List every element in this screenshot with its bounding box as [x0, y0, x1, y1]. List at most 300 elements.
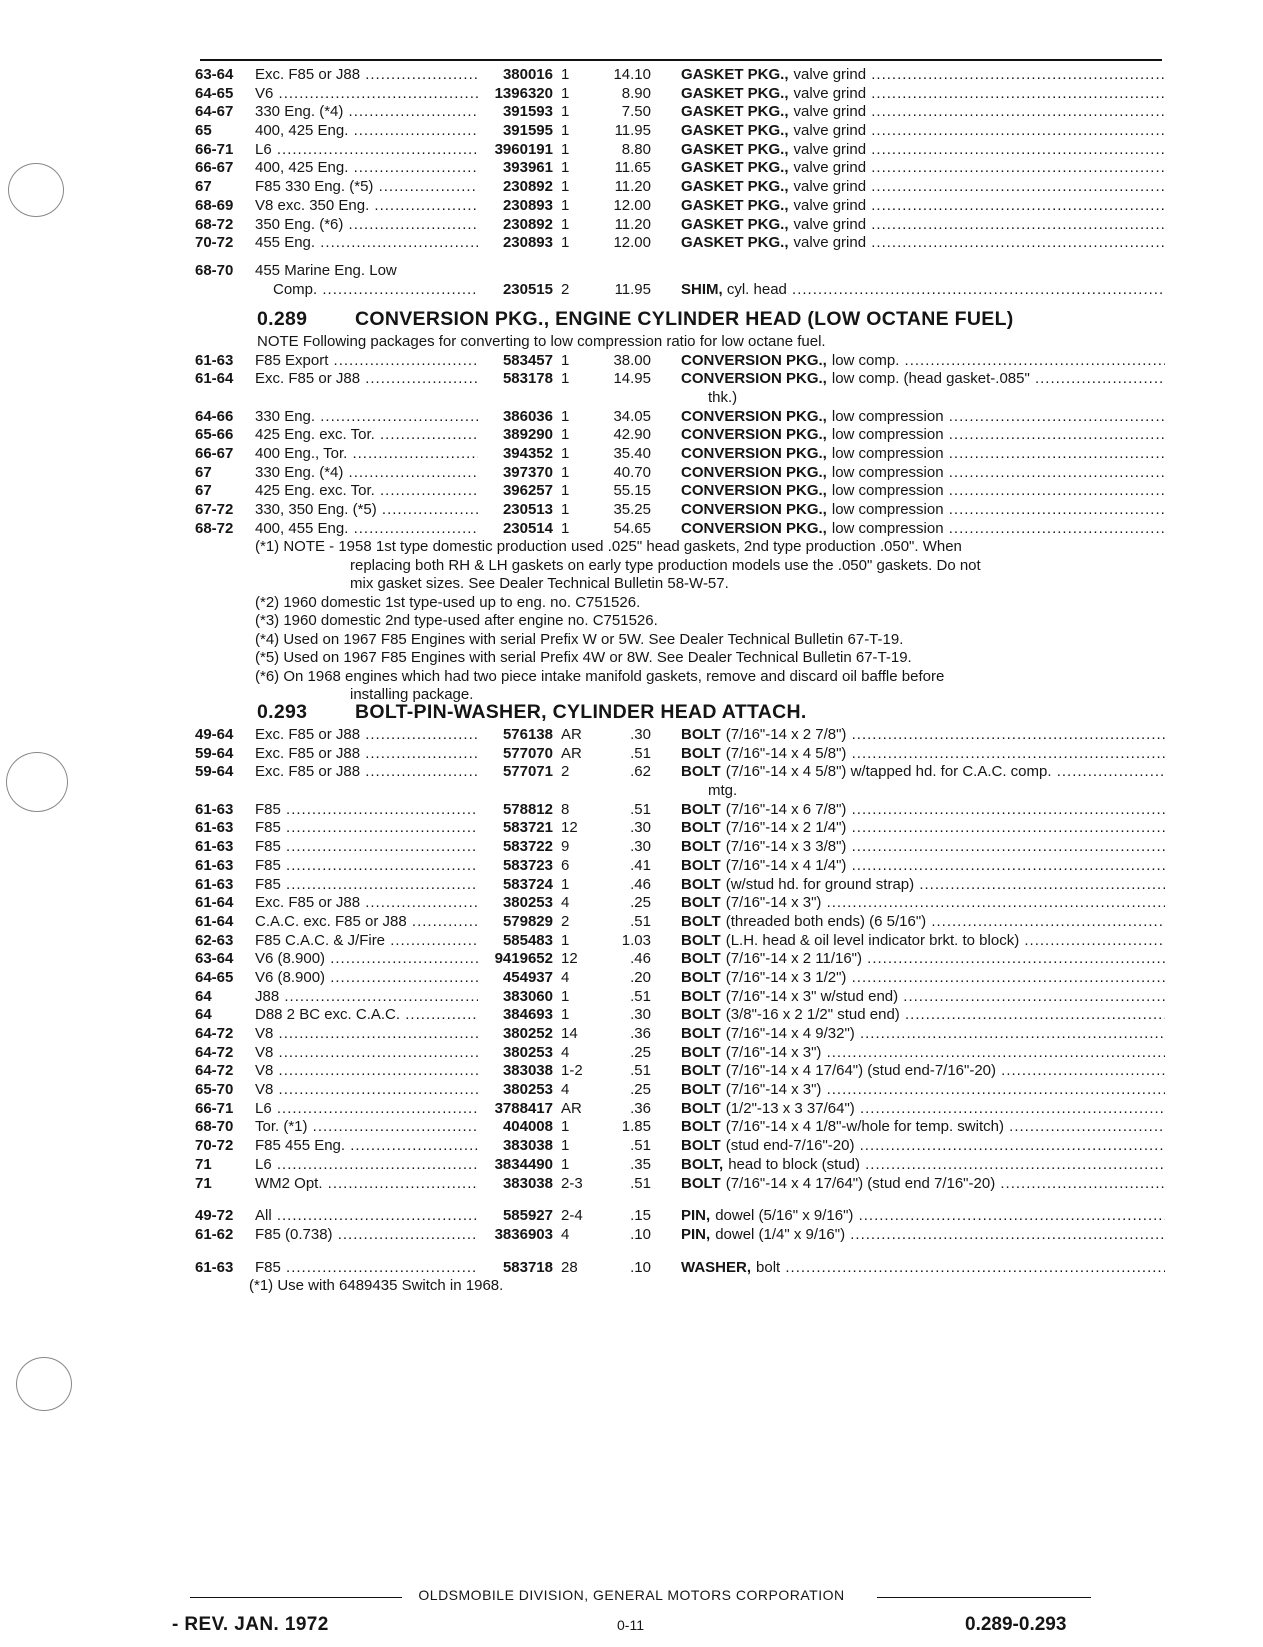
part-number-cell: 391595 [502, 122, 553, 140]
description-cell: CONVERSION PKG., low compression ..... [681, 464, 1165, 483]
quantity-cell: 1 [561, 234, 570, 252]
table-row [195, 763, 1165, 782]
price-cell: 1.03 [621, 931, 651, 949]
year-cell: 64-65 [195, 84, 234, 102]
table-row [195, 159, 1165, 178]
part-number-cell: 380253 [502, 894, 553, 912]
table-row [195, 726, 1165, 745]
quantity-cell: 4 [561, 894, 570, 912]
description-cell: CONVERSION PKG., low compression ..... [681, 408, 1165, 427]
part-number-cell: 1396320 [494, 84, 553, 102]
description-cell: BOLT (7/16"-14 x 2 1/4") ..... [681, 819, 1165, 838]
description-cell: BOLT (L.H. head & oil level indicator brkt. to block) ..... [681, 932, 1165, 951]
year-cell: 68-70 [195, 1118, 234, 1136]
price-cell: .25 [630, 894, 651, 912]
table-row [195, 66, 1165, 85]
quantity-cell: AR [561, 726, 582, 743]
bolt-table [195, 726, 1165, 1193]
application-cell: 350 Eng. (*6) ..... [255, 216, 478, 235]
year-cell: 64-72 [195, 1062, 234, 1080]
revision-date: - REV. JAN. 1972 [172, 1614, 329, 1635]
part-number-cell: 230893 [502, 196, 553, 214]
price-cell: .20 [630, 968, 651, 986]
year-cell: 70-72 [195, 1137, 234, 1155]
part-number-cell: 383038 [502, 1062, 553, 1080]
table-row [195, 894, 1165, 913]
part-number-cell: 386036 [502, 407, 553, 425]
part-number-cell: 3960191 [494, 140, 553, 158]
description-cell: BOLT (7/16"-14 x 4 17/64") (stud end-7/16"-20) ..... [681, 1062, 1165, 1081]
description-cell: BOLT (7/16"-14 x 6 7/8") ..... [681, 801, 1165, 820]
year-cell: 64-72 [195, 1043, 234, 1061]
price-cell: 14.10 [613, 66, 651, 83]
table-row [195, 1100, 1165, 1119]
page-number: 0-11 [617, 1617, 644, 1633]
price-cell: .46 [630, 875, 651, 893]
price-cell: 11.20 [614, 215, 651, 233]
part-number-cell: 391593 [502, 103, 553, 121]
part-number-cell: 454937 [502, 968, 553, 986]
year-cell: 66-71 [195, 140, 234, 158]
table-row [195, 426, 1165, 445]
description-cell: GASKET PKG., valve grind ..... [681, 66, 1165, 85]
year-cell: 61-63 [195, 800, 234, 818]
footnote: (*1) Use with 6489435 Switch in 1968. [249, 1277, 504, 1295]
price-cell: .30 [630, 838, 651, 856]
year-cell: 62-63 [195, 931, 234, 949]
application-cell: 400 Eng., Tor. ..... [255, 445, 478, 464]
price-cell: 12.00 [613, 234, 651, 252]
year-cell: 64-67 [195, 103, 234, 121]
application-cell: Exc. F85 or J88 ..... [255, 726, 478, 745]
price-cell: 8.80 [621, 140, 651, 158]
application-cell: F85 330 Eng. (*5) ..... [255, 178, 478, 197]
price-cell: 11.65 [614, 159, 651, 177]
section-heading: 0.289 CONVERSION PKG., ENGINE CYLINDER HEAD (LOW OCTANE FUEL) [257, 308, 1014, 330]
table-row [195, 464, 1165, 483]
application-cell: 330, 350 Eng. (*5) ..... [255, 501, 478, 520]
table-row [195, 988, 1165, 1007]
application-cell: 455 Eng. ..... [255, 234, 478, 253]
year-cell: 61-64 [195, 370, 234, 388]
year-cell: 68-69 [195, 196, 234, 214]
description-continuation: mtg. [708, 782, 738, 800]
quantity-cell: 1 [561, 66, 570, 83]
application-cell: Exc. F85 or J88 ..... [255, 763, 478, 782]
application-cell: F85 ..... [255, 838, 478, 857]
section-range: 0.289-0.293 [965, 1614, 1067, 1635]
quantity-cell: 6 [561, 856, 570, 874]
quantity-cell: 2 [561, 763, 570, 781]
application-cell: F85 ..... [255, 1259, 478, 1278]
description-cell: BOLT (7/16"-14 x 2 7/8") ..... [681, 726, 1165, 745]
part-number-cell: 393961 [502, 159, 553, 177]
quantity-cell: 1 [561, 84, 570, 102]
quantity-cell: 1 [561, 426, 570, 444]
application-cell: F85 455 Eng. ..... [255, 1137, 478, 1156]
quantity-cell: 1 [561, 407, 570, 425]
description-cell: GASKET PKG., valve grind ..... [681, 234, 1165, 253]
footnote: (*5) Used on 1967 F85 Engines with serial Prefix 4W or 8W. See Dealer Technical Bulletin 67-T-19. [255, 649, 912, 667]
part-number-cell: 583721 [502, 819, 553, 837]
table-row [195, 1156, 1165, 1175]
table-row [195, 913, 1165, 932]
application-cell: Exc. F85 or J88 ..... [255, 745, 478, 764]
quantity-cell: 12 [561, 950, 578, 968]
year-cell: 65-66 [195, 426, 234, 444]
conversion-section [195, 305, 1165, 705]
description-cell: GASKET PKG., valve grind ..... [681, 122, 1165, 141]
description-cell: GASKET PKG., valve grind ..... [681, 216, 1165, 235]
price-cell: 38.00 [613, 351, 651, 369]
price-cell: .41 [630, 856, 651, 874]
table-row [195, 1081, 1165, 1100]
description-cell: BOLT (threaded both ends) (6 5/16") ..... [681, 913, 1165, 932]
part-number-cell: 396257 [502, 482, 553, 500]
table-row [195, 141, 1165, 160]
footnote: (*1) NOTE - 1958 1st type domestic production used .025" head gaskets, 2nd type production .050". When replacing both RH & LH gaskets on early type production models use the .050" gaskets. Do not mix gasket sizes. See Dealer Technical Bulletin 58-W-57. [255, 538, 981, 593]
table-row [195, 178, 1165, 197]
table-row [195, 1025, 1165, 1044]
price-cell: .25 [630, 1043, 651, 1061]
year-cell: 68-72 [195, 215, 234, 233]
part-number-cell: 380016 [502, 66, 553, 83]
application-cell: V6 (8.900) ..... [255, 969, 478, 988]
part-number-cell: 389290 [502, 426, 553, 444]
part-number-cell: 383060 [502, 987, 553, 1005]
part-number-cell: 585927 [502, 1207, 553, 1225]
application-cell: Exc. F85 or J88 ..... [255, 66, 478, 85]
application-cell: F85 C.A.C. & J/Fire ..... [255, 932, 478, 951]
price-cell: .30 [630, 1006, 651, 1024]
table-row [195, 1044, 1165, 1063]
year-cell: 67 [195, 463, 212, 481]
table-row [195, 370, 1165, 389]
price-cell: .51 [630, 1174, 651, 1192]
gasket-section [195, 66, 1165, 253]
part-number-cell: 384693 [502, 1006, 553, 1024]
quantity-cell: 9 [561, 838, 570, 856]
table-row [195, 103, 1165, 122]
washer-table [195, 1259, 1165, 1278]
table-row [195, 1207, 1165, 1226]
table-row [195, 745, 1165, 764]
description-cell: BOLT (7/16"-14 x 4 9/32") ..... [681, 1025, 1165, 1044]
application-cell: 330 Eng. (*4) ..... [255, 103, 478, 122]
table-row [195, 1006, 1165, 1025]
part-number-cell: 397370 [502, 463, 553, 481]
quantity-cell: 1 [561, 159, 570, 177]
year-cell: 61-63 [195, 351, 234, 369]
price-cell: .10 [630, 1258, 651, 1276]
description-cell: WASHER, bolt ..... [681, 1259, 1165, 1278]
description-cell: GASKET PKG., valve grind ..... [681, 159, 1165, 178]
price-cell: 40.70 [613, 463, 651, 481]
year-cell: 61-64 [195, 912, 234, 930]
description-cell: BOLT (3/8"-16 x 2 1/2" stud end) ..... [681, 1006, 1165, 1025]
price-cell: .36 [630, 1025, 651, 1042]
application-cell: V8 ..... [255, 1062, 478, 1081]
table-row [195, 445, 1165, 464]
table-row [195, 1137, 1165, 1156]
table-row [195, 122, 1165, 141]
part-number-cell: 583722 [502, 838, 553, 856]
table-row [195, 501, 1165, 520]
description-cell: CONVERSION PKG., low compression ..... [681, 482, 1165, 501]
quantity-cell: 2 [561, 280, 570, 298]
year-cell: 59-64 [195, 763, 234, 781]
description-cell: CONVERSION PKG., low compression ..... [681, 445, 1165, 464]
application-cell: F85 ..... [255, 819, 478, 838]
application-cell: V6 ..... [255, 85, 478, 104]
conversion-table [195, 352, 1165, 539]
price-cell: 42.90 [613, 426, 651, 444]
table-row [195, 197, 1165, 216]
price-cell: .51 [630, 987, 651, 1005]
part-number-cell: 583724 [502, 875, 553, 893]
application-cell: 400, 455 Eng. ..... [255, 520, 478, 539]
application-cell: Exc. F85 or J88 ..... [255, 894, 478, 913]
price-cell: .15 [630, 1207, 651, 1225]
year-cell: 63-64 [195, 950, 234, 968]
application-cell: WM2 Opt. ..... [255, 1175, 478, 1194]
price-cell: 55.15 [613, 482, 651, 500]
year-cell: 65-70 [195, 1081, 234, 1099]
application-cell: F85 ..... [255, 876, 478, 895]
application-cell: 400, 425 Eng. ..... [255, 159, 478, 178]
part-number-cell: 583178 [502, 370, 553, 388]
footnote: (*6) On 1968 engines which had two piece intake manifold gaskets, remove and discard oil baffle before installing package. [255, 667, 945, 704]
quantity-cell: AR [561, 744, 582, 762]
description-cell: CONVERSION PKG., low compression ..... [681, 426, 1165, 445]
quantity-cell: 1 [561, 444, 570, 462]
part-number-cell: 394352 [502, 444, 553, 462]
year-cell: 68-72 [195, 519, 234, 537]
price-cell: 34.05 [613, 407, 651, 425]
footnote: (*3) 1960 domestic 2nd type-used after engine no. C751526. [255, 612, 658, 630]
quantity-cell: 1 [561, 351, 570, 369]
description-cell: CONVERSION PKG., low compression ..... [681, 520, 1165, 539]
application-cell: All ..... [255, 1207, 478, 1226]
quantity-cell: 2 [561, 912, 570, 930]
description-cell: GASKET PKG., valve grind ..... [681, 197, 1165, 216]
section-heading: 0.293 BOLT-PIN-WASHER, CYLINDER HEAD ATTACH. [257, 701, 807, 723]
quantity-cell: 1 [561, 1155, 570, 1173]
quantity-cell: AR [561, 1099, 582, 1117]
description-cell: SHIM, cyl. head ..... [681, 281, 1165, 300]
description-cell: CONVERSION PKG., low comp. ..... [681, 352, 1165, 371]
part-number-cell: 577071 [502, 763, 553, 781]
part-number-cell: 383038 [502, 1137, 553, 1155]
quantity-cell: 1 [561, 519, 570, 537]
year-cell: 63-64 [195, 66, 234, 83]
description-cell: BOLT (7/16"-14 x 3") ..... [681, 1081, 1165, 1100]
description-cell: GASKET PKG., valve grind ..... [681, 85, 1165, 104]
year-cell: 71 [195, 1174, 212, 1192]
description-cell: BOLT (7/16"-14 x 4 1/8"-w/hole for temp. switch) ..... [681, 1118, 1165, 1137]
binder-hole-3 [16, 1357, 72, 1411]
year-cell: 66-67 [195, 159, 234, 177]
shim-section [195, 262, 1165, 299]
bolt-section [195, 698, 1165, 1296]
table-row [195, 932, 1165, 951]
description-cell: BOLT (7/16"-14 x 3" w/stud end) ..... [681, 988, 1165, 1007]
price-cell: 1.85 [621, 1118, 651, 1136]
price-cell: 35.40 [613, 444, 651, 462]
description-cell: BOLT (stud end-7/16"-20) ..... [681, 1137, 1165, 1156]
quantity-cell: 1 [561, 931, 570, 949]
application-cell: V8 exc. 350 Eng. ..... [255, 197, 478, 216]
quantity-cell: 1 [561, 1006, 570, 1024]
part-number-cell: 3834490 [494, 1155, 553, 1173]
description-cell: BOLT (w/stud hd. for ground strap) ..... [681, 876, 1165, 895]
application-cell: 425 Eng. exc. Tor. ..... [255, 426, 478, 445]
quantity-cell: 1 [561, 370, 570, 388]
year-cell: 61-63 [195, 819, 234, 837]
table-row [195, 262, 1165, 281]
price-cell: .35 [630, 1155, 651, 1173]
description-cell: BOLT (7/16"-14 x 3") ..... [681, 1044, 1165, 1063]
footnote: (*2) 1960 domestic 1st type-used up to eng. no. C751526. [255, 593, 641, 611]
part-number-cell: 3788417 [494, 1099, 553, 1117]
quantity-cell: 1 [561, 196, 570, 214]
price-cell: .51 [630, 1062, 651, 1080]
application-cell: V8 ..... [255, 1044, 478, 1063]
quantity-cell: 14 [561, 1025, 578, 1042]
application-cell: 425 Eng. exc. Tor. ..... [255, 482, 478, 501]
table-row [195, 876, 1165, 895]
application-cell: F85 ..... [255, 857, 478, 876]
year-cell: 67-72 [195, 501, 234, 518]
price-cell: 35.25 [613, 501, 651, 518]
part-number-cell: 230893 [502, 234, 553, 252]
application-cell: Tor. (*1) ..... [255, 1118, 478, 1137]
table-row [195, 950, 1165, 969]
table-row [195, 857, 1165, 876]
application-cell: V8 ..... [255, 1025, 478, 1044]
description-cell: GASKET PKG., valve grind ..... [681, 141, 1165, 160]
quantity-cell: 1 [561, 501, 570, 518]
description-cell: BOLT (7/16"-14 x 4 1/4") ..... [681, 857, 1165, 876]
year-cell: 61-63 [195, 1258, 234, 1276]
price-cell: 14.95 [613, 370, 651, 388]
description-cell: BOLT (1/2"-13 x 3 37/64") ..... [681, 1100, 1165, 1119]
quantity-cell: 4 [561, 1225, 570, 1243]
description-cell: CONVERSION PKG., low compression ..... [681, 501, 1165, 520]
quantity-cell: 1 [561, 987, 570, 1005]
quantity-cell: 4 [561, 1043, 570, 1061]
part-number-cell: 230514 [502, 519, 553, 537]
table-row [195, 352, 1165, 371]
footer-organization: OLDSMOBILE DIVISION, GENERAL MOTORS CORPORATION [418, 1587, 845, 1603]
table-row [195, 281, 1165, 300]
description-cell: BOLT (7/16"-14 x 3 3/8") ..... [681, 838, 1165, 857]
description-cell: PIN, dowel (1/4" x 9/16") ..... [681, 1226, 1165, 1245]
table-row [195, 85, 1165, 104]
year-cell: 64-72 [195, 1025, 234, 1042]
description-cell: BOLT (7/16"-14 x 4 5/8") w/tapped hd. for C.A.C. comp. ..... [681, 763, 1165, 782]
description-cell: BOLT (7/16"-14 x 3") ..... [681, 894, 1165, 913]
application-cell: 455 Marine Eng. Low [255, 262, 397, 279]
table-row [195, 482, 1165, 501]
part-number-cell: 380253 [502, 1043, 553, 1061]
table-row [195, 1118, 1165, 1137]
description-cell: PIN, dowel (5/16" x 9/16") ..... [681, 1207, 1165, 1226]
price-cell: .51 [630, 800, 651, 818]
application-cell: F85 (0.738) ..... [255, 1226, 478, 1245]
footnote: (*4) Used on 1967 F85 Engines with serial Prefix W or 5W. See Dealer Technical Bulletin 67-T-19. [255, 630, 904, 648]
application-cell: 330 Eng. (*4) ..... [255, 464, 478, 483]
price-cell: 11.20 [614, 178, 651, 196]
quantity-cell: 28 [561, 1258, 578, 1276]
quantity-cell: 2-4 [561, 1207, 583, 1225]
year-cell: 49-72 [195, 1207, 234, 1225]
description-cell: BOLT (7/16"-14 x 3 1/2") ..... [681, 969, 1165, 988]
table-row [195, 1062, 1165, 1081]
quantity-cell: 2-3 [561, 1174, 583, 1192]
application-cell: F85 ..... [255, 801, 478, 820]
price-cell: .36 [630, 1099, 651, 1117]
part-number-cell: 380253 [502, 1081, 553, 1099]
quantity-cell: 4 [561, 968, 570, 986]
year-cell: 59-64 [195, 744, 234, 762]
quantity-cell: 1 [561, 875, 570, 893]
table-row [195, 1226, 1165, 1245]
year-cell: 61-64 [195, 894, 234, 912]
part-number-cell: 583457 [502, 351, 553, 369]
description-cell: BOLT (7/16"-14 x 2 11/16") ..... [681, 950, 1165, 969]
table-row [195, 801, 1165, 820]
description-cell: GASKET PKG., valve grind ..... [681, 178, 1165, 197]
year-cell: 61-63 [195, 856, 234, 874]
description-cell: BOLT, head to block (stud) ..... [681, 1156, 1165, 1175]
year-cell: 64 [195, 1006, 212, 1024]
year-cell: 67 [195, 178, 212, 196]
table-row [195, 969, 1165, 988]
year-cell: 65 [195, 122, 212, 140]
application-cell: J88 ..... [255, 988, 478, 1007]
part-number-cell: 3836903 [494, 1225, 553, 1243]
application-cell: F85 Export ..... [255, 352, 478, 371]
description-cell: GASKET PKG., valve grind ..... [681, 103, 1165, 122]
quantity-cell: 1 [561, 122, 570, 140]
quantity-cell: 1 [561, 215, 570, 233]
table-row [195, 408, 1165, 427]
application-cell: V8 ..... [255, 1081, 478, 1100]
table-row [195, 1259, 1165, 1278]
year-cell: 66-71 [195, 1099, 234, 1117]
part-number-cell: 230513 [502, 501, 553, 518]
price-cell: .30 [630, 726, 651, 743]
quantity-cell: 1 [561, 140, 570, 158]
header-rule [200, 59, 1162, 61]
part-number-cell: 230892 [502, 215, 553, 233]
quantity-cell: 8 [561, 800, 570, 818]
price-cell: .30 [630, 819, 651, 837]
price-cell: .46 [630, 950, 651, 968]
description-cell: CONVERSION PKG., low comp. (head gasket-.085" ..... [681, 370, 1165, 389]
application-cell: 400, 425 Eng. ..... [255, 122, 478, 141]
description-cell: BOLT (7/16"-14 x 4 17/64") (stud end 7/16"-20) ..... [681, 1175, 1165, 1194]
table-row [195, 520, 1165, 539]
part-number-cell: 576138 [502, 726, 553, 743]
year-cell: 49-64 [195, 726, 234, 743]
year-cell: 64 [195, 987, 212, 1005]
year-cell: 61-63 [195, 838, 234, 856]
footnotes [195, 538, 1165, 705]
part-number-cell: 230892 [502, 178, 553, 196]
part-number-cell: 585483 [502, 931, 553, 949]
